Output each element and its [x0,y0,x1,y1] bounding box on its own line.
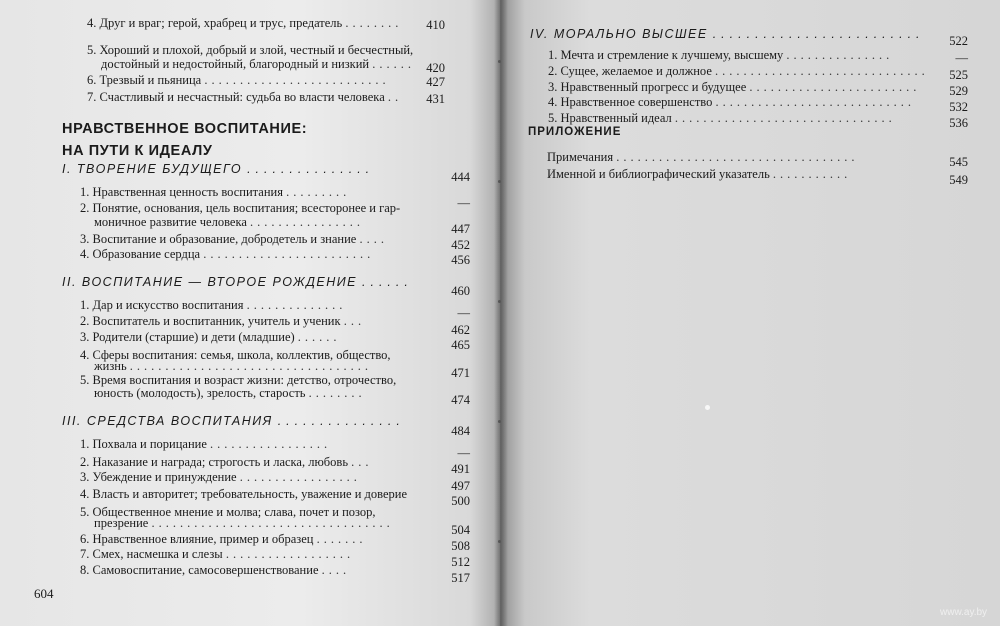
toc-page-number: 427 [426,75,445,89]
toc-entry: 2. Наказание и награда; строгость и ласка, любовь ... [80,455,373,469]
toc-page-number: 549 [949,173,968,187]
toc-entry: 1. Дар и искусство воспитания .............. [80,298,347,312]
toc-entry: 5. Время воспитания и возраст жизни: детство, отрочество, [80,373,397,387]
toc-page-number: 545 [949,155,968,169]
page-number: 604 [34,586,54,601]
binding-stitch [498,420,501,423]
binding-stitch [498,300,501,303]
toc-entry: 3. Убеждение и принуждение ................. [80,470,361,484]
toc-page-number: 465 [451,338,470,352]
section-page-number: 484 [451,424,470,438]
section-page-number: 522 [949,34,968,48]
appendix-title: ПРИЛОЖЕНИЕ [528,126,622,138]
toc-entry: 2. Понятие, основания, цель воспитания; всесторонее и гар- [80,201,401,215]
toc-entry: 1. Мечта и стремление к лучшему, высшему ............... [548,48,894,62]
toc-entry: 3. Воспитание и образование, добродетель и знание .... [80,232,388,246]
toc-entry: презрение .................................. [94,516,394,530]
toc-entry: 4. Нравственное совершенство ............................ [548,95,915,109]
toc-entry: 3. Нравственный прогресс и будущее ........................ [548,80,921,94]
toc-page-number: 500 [451,494,470,508]
section-page-number: 460 [451,284,470,298]
toc-page-number: — [457,196,470,210]
chapter-heading [62,118,307,162]
binding-stitch [498,540,501,543]
toc-entry: жизнь .................................. [94,359,373,373]
toc-page-number: — [457,306,470,320]
toc-page-number: 474 [451,393,470,407]
toc-page-number: 410 [426,18,445,32]
toc-page-number: — [457,446,470,460]
toc-page-number: 512 [451,555,470,569]
toc-page-number: — [955,51,968,65]
toc-entry: 4. Образование сердца ........................ [80,247,375,261]
section-title: II. ВОСПИТАНИЕ — ВТОРОЕ РОЖДЕНИЕ ...... [62,275,413,289]
chapter-heading-line2: НА ПУТИ К ИДЕАЛУ [62,143,213,159]
toc-entry: 1. Похвала и порицание ................. [80,437,332,451]
toc-page-number: 497 [451,479,470,493]
toc-entry: 4. Сферы воспитания: семья, школа, коллектив, общество, [80,348,391,362]
section-title: III. СРЕДСТВА ВОСПИТАНИЯ ............... [62,414,405,428]
section-title: IV. МОРАЛЬНО ВЫСШЕЕ ......................... [530,27,925,41]
toc-page-number: 536 [949,116,968,130]
toc-entry: 6. Трезвый и пьяница .......................... [87,73,390,87]
toc-entry: 2. Воспитатель и воспитанник, учитель и ученик ... [80,314,366,328]
toc-entry: 8. Самовоспитание, самосовершенствование .... [80,563,351,577]
toc-entry: моничное развитие человека ................ [94,215,364,229]
toc-entry: 3. Родители (старшие) и дети (младшие) ...... [80,330,341,344]
toc-entry: достойный и недостойный, благородный и низкий ...... [101,57,415,71]
toc-entry: Именной и библиографический указатель ........... [547,167,852,181]
toc-entry: 6. Нравственное влияние, пример и образец ....... [80,532,367,546]
toc-page-number: 491 [451,462,470,476]
binding-stitch [498,180,501,183]
binding-stitch [498,60,501,63]
toc-page-number: 452 [451,238,470,252]
toc-entry: 5. Нравственный идеал ............................... [548,111,896,125]
toc-page-number: 447 [451,222,470,236]
toc-page-number: 431 [426,92,445,106]
toc-page-number: 462 [451,323,470,337]
watermark: www.ay.by [940,607,988,618]
toc-entry: 7. Смех, насмешка и слезы .................. [80,547,355,561]
toc-page-number: 471 [451,366,470,380]
book-gutter [494,0,508,626]
toc-entry: 5. Общественное мнение и молва; слава, почет и позор, [80,505,376,519]
chapter-heading-line1: НРАВСТВЕННОЕ ВОСПИТАНИЕ: [62,121,308,137]
toc-entry: юность (молодость), зрелость, старость ........ [94,386,366,400]
toc-page-number: 420 [426,61,445,75]
right-page [500,0,1000,626]
toc-entry: 5. Хороший и плохой, добрый и злой, честный и бесчестный, [87,43,414,57]
toc-page-number: 456 [451,253,470,267]
paper-speck [705,405,710,410]
toc-entry: 4. Друг и враг; герой, храбрец и трус, предатель ........ [87,16,403,30]
toc-page-number: 529 [949,84,968,98]
toc-page-number: 517 [451,571,470,585]
toc-entry: 7. Счастливый и несчастный: судьба во власти человека .. [87,90,403,104]
toc-entry: 4. Власть и авторитет; требовательность, уважение и доверие [80,487,408,501]
toc-entry: Примечания .................................. [547,150,859,164]
section-page-number: 444 [451,170,470,184]
toc-entry: 1. Нравственная ценность воспитания ......... [80,185,351,199]
toc-page-number: 532 [949,100,968,114]
toc-page-number: 508 [451,539,470,553]
toc-page-number: 525 [949,68,968,82]
toc-page-number: 504 [451,523,470,537]
toc-entry: 2. Сущее, желаемое и должное .............................. [548,64,929,78]
section-title: I. ТВОРЕНИЕ БУДУЩЕГО ............... [62,162,375,176]
